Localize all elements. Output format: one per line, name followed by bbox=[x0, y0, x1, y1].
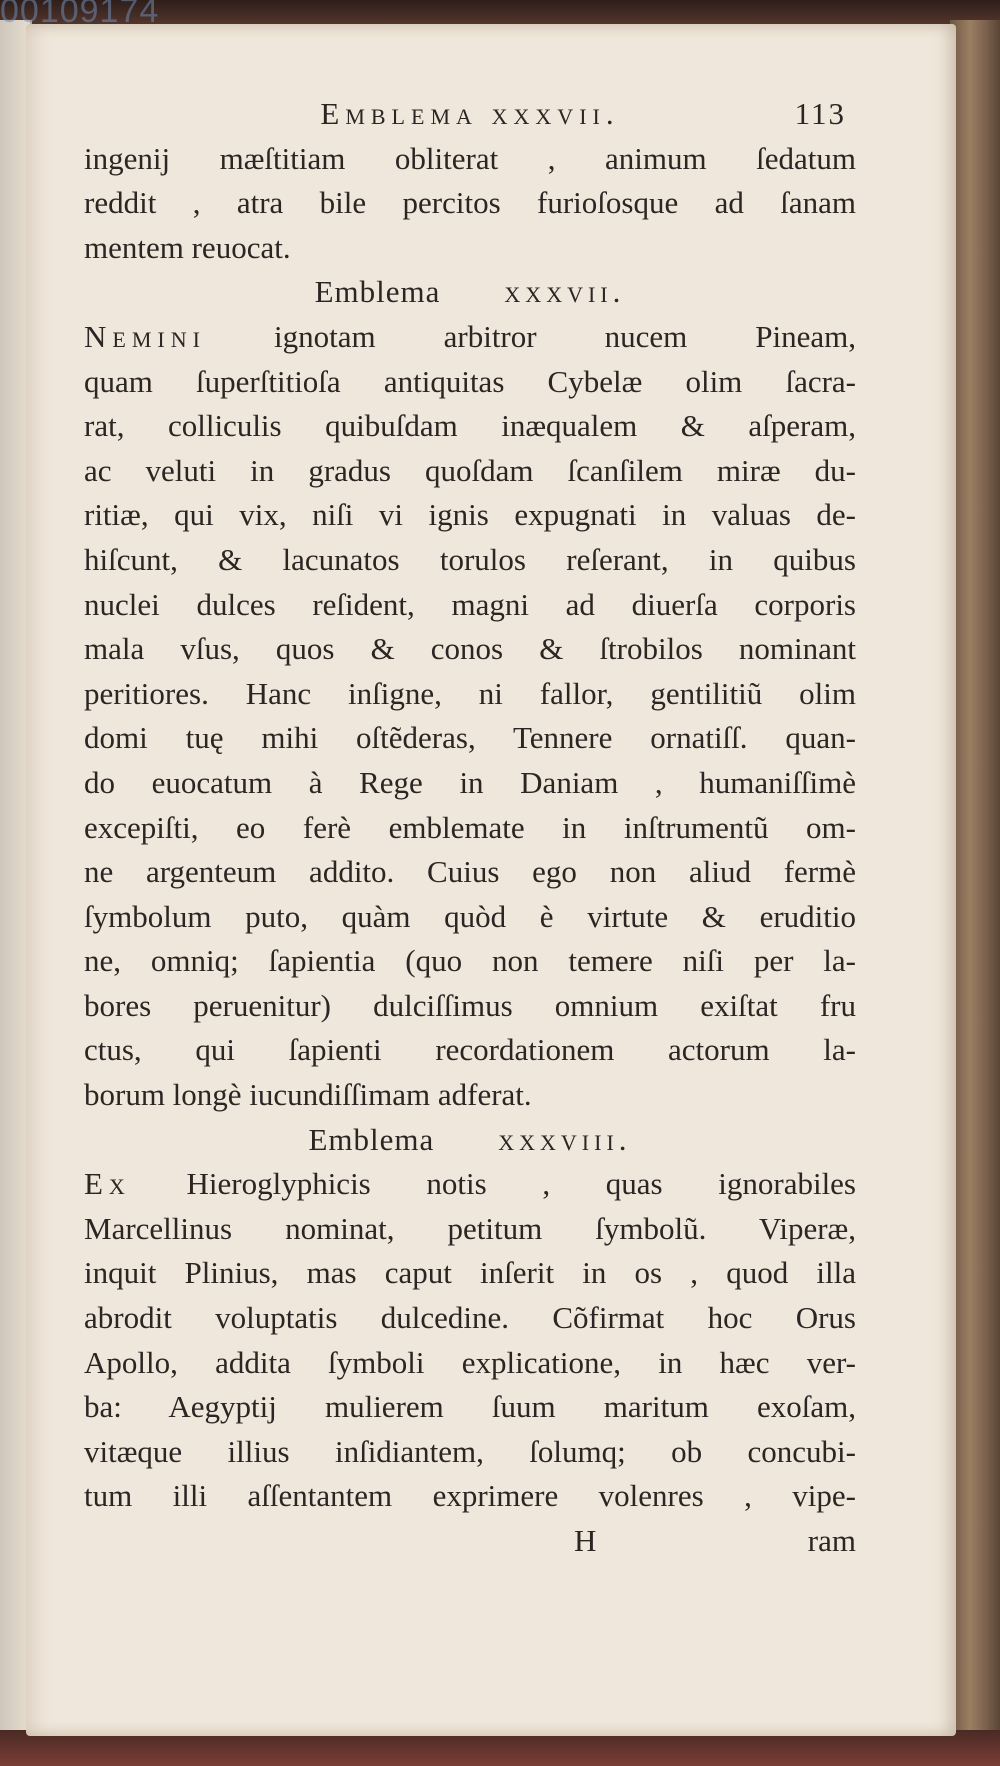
text-line bbox=[84, 538, 856, 583]
book-page bbox=[26, 24, 956, 1736]
line-text: ingenij mæſtitiam obliterat , animum ſedatum bbox=[84, 140, 856, 176]
text-line bbox=[84, 226, 856, 271]
text-line bbox=[84, 1073, 856, 1118]
heading-word: Emblema bbox=[314, 274, 441, 310]
text-line bbox=[84, 404, 856, 449]
heading-numeral: xxxviii. bbox=[498, 1121, 632, 1157]
initial-word: Nemini bbox=[84, 318, 206, 354]
line-text: ac veluti in gradus quoſdam ſcanſilem miræ du- bbox=[84, 452, 856, 488]
text-line bbox=[84, 583, 856, 628]
text-line bbox=[84, 1162, 856, 1207]
text-column bbox=[84, 92, 856, 1564]
running-title: Emblema xxxvii. bbox=[320, 96, 620, 131]
text-line bbox=[84, 1474, 856, 1519]
text-line bbox=[84, 984, 856, 1029]
text-line bbox=[84, 1251, 856, 1296]
line-text: Marcellinus nominat, petitum ſymbolũ. Viperæ, bbox=[84, 1210, 856, 1246]
line-text: Hieroglyphicis notis , quas ignorabiles bbox=[186, 1166, 856, 1202]
line-text: mala vſus, quos & conos & ſtrobilos nominant bbox=[84, 631, 856, 667]
line-text: ſymbolum puto, quàm quòd è virtute & eruditio bbox=[84, 898, 856, 934]
section-heading bbox=[84, 1118, 856, 1163]
line-text: ne argenteum addito. Cuius ego non aliud fermè bbox=[84, 854, 856, 890]
text-line bbox=[84, 181, 856, 226]
line-text: rat, colliculis quibuſdam inæqualem & aſperam, bbox=[84, 408, 856, 444]
line-text: excepiſti, eo ferè emblemate in inſtrumentũ om- bbox=[84, 809, 856, 845]
text-line bbox=[84, 1341, 856, 1386]
line-text: domi tuę mihi oſtẽderas, Tennere ornatiſſ. quan- bbox=[84, 720, 856, 756]
text-line bbox=[84, 1430, 856, 1475]
line-text: ne, omniq; ſapientia (quo non temere niſi per la- bbox=[84, 943, 856, 979]
text-line bbox=[84, 850, 856, 895]
line-text: ctus, qui ſapienti recordationem actorum la- bbox=[84, 1032, 856, 1068]
heading-word: Emblema bbox=[308, 1121, 435, 1157]
heading-numeral: xxxvii. bbox=[504, 274, 626, 310]
initial-word: Ex bbox=[84, 1166, 131, 1202]
line-text: ritiæ, qui vix, niſi vi ignis expugnati in valuas de- bbox=[84, 497, 856, 533]
line-text: peritiores. Hanc inſigne, ni fallor, gentilitiũ olim bbox=[84, 675, 856, 711]
text-line bbox=[84, 716, 856, 761]
text-line bbox=[84, 761, 856, 806]
line-text: quam ſuperſtitioſa antiquitas Cybelæ olim ſacra- bbox=[84, 363, 856, 399]
text-line bbox=[84, 449, 856, 494]
section-heading bbox=[84, 270, 856, 315]
text-line bbox=[84, 315, 856, 360]
line-text: reddit , atra bile percitos furioſosque ad ſanam bbox=[84, 185, 856, 221]
scan-id-watermark: 00109174 bbox=[0, 0, 160, 30]
text-line bbox=[84, 627, 856, 672]
text-line bbox=[84, 1385, 856, 1430]
text-line bbox=[84, 939, 856, 984]
page-number: 113 bbox=[794, 96, 846, 131]
running-header bbox=[84, 92, 856, 137]
text-line bbox=[84, 360, 856, 405]
book-cover-edge bbox=[950, 20, 1000, 1740]
text-line bbox=[84, 1028, 856, 1073]
line-text: do euocatum à Rege in Daniam , humaniſſimè bbox=[84, 764, 856, 800]
page-footer bbox=[84, 1519, 856, 1564]
line-text: ignotam arbitror nucem Pineam, bbox=[273, 318, 856, 354]
line-text: tum illi aſſentantem exprimere volenres , vipe- bbox=[84, 1478, 856, 1514]
catchword: ram bbox=[807, 1523, 856, 1558]
text-line bbox=[84, 895, 856, 940]
line-text: ba: Aegyptij mulierem ſuum maritum exoſam, bbox=[84, 1389, 856, 1425]
text-line bbox=[84, 672, 856, 717]
line-text: hiſcunt, & lacunatos torulos reſerant, in quibus bbox=[84, 541, 856, 577]
text-line bbox=[84, 806, 856, 851]
text-line bbox=[84, 493, 856, 538]
line-text: mentem reuocat. bbox=[84, 229, 291, 265]
line-text: borum longè iucundiſſimam adferat. bbox=[84, 1077, 532, 1113]
line-text: vitæque illius inſidiantem, ſolumq; ob concubi- bbox=[84, 1433, 856, 1469]
signature-mark: H bbox=[574, 1523, 597, 1558]
text-line bbox=[84, 1207, 856, 1252]
text-line bbox=[84, 1296, 856, 1341]
body-text bbox=[84, 137, 856, 1519]
line-text: nuclei dulces reſident, magni ad diuerſa corporis bbox=[84, 586, 856, 622]
line-text: bores peruenitur) dulciſſimus omnium exiſtat fru bbox=[84, 987, 856, 1023]
line-text: Apollo, addita ſymboli explicatione, in hæc ver- bbox=[84, 1344, 856, 1380]
line-text: inquit Plinius, mas caput inſerit in os , quod illa bbox=[84, 1255, 856, 1291]
text-line bbox=[84, 137, 856, 182]
line-text: abrodit voluptatis dulcedine. Cõfirmat hoc Orus bbox=[84, 1300, 856, 1336]
